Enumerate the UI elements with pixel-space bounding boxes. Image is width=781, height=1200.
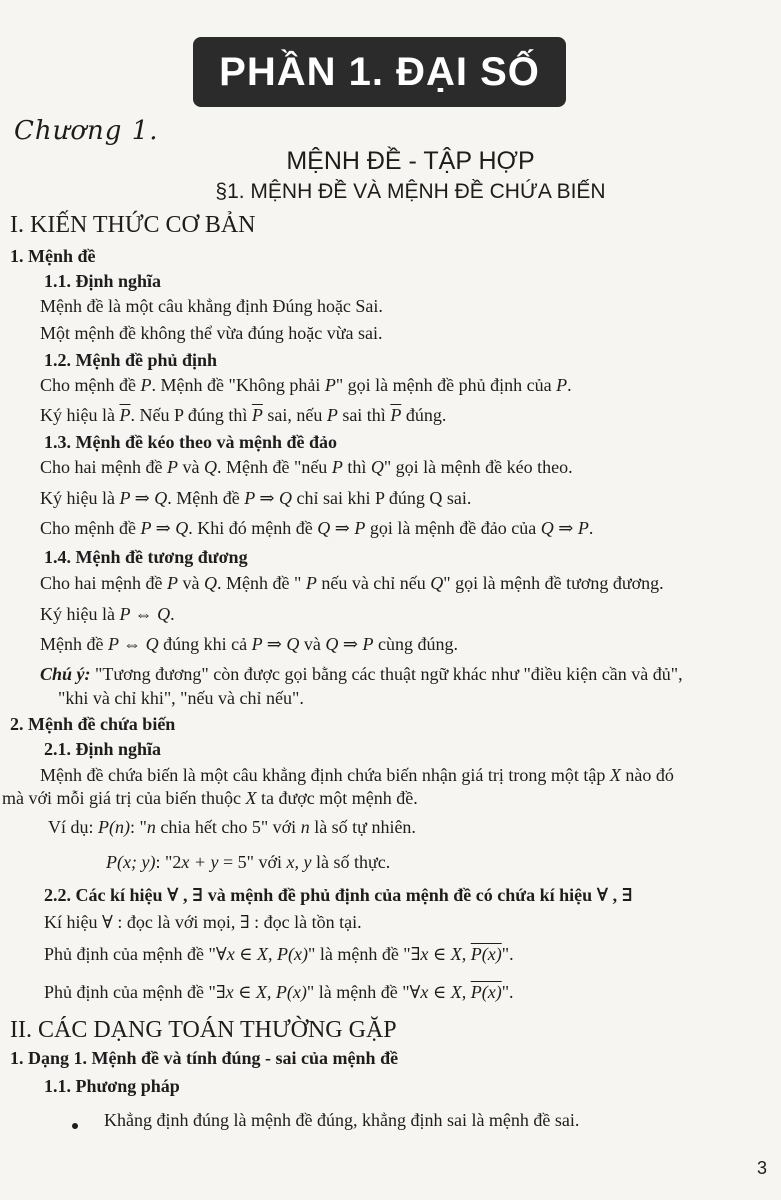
text: Cho mệnh đề — [40, 375, 141, 395]
math-P: P — [556, 375, 568, 395]
text: mà với mỗi giá trị của biến thuộc — [2, 788, 246, 808]
equivalence-line-2 — [40, 604, 175, 625]
math-P-bar: $\overline{P}$ — [251, 405, 263, 425]
text: và — [299, 634, 326, 654]
text: đúng. — [401, 405, 447, 425]
math-Q-implies-P: Q ⇒ P — [540, 518, 589, 538]
text: . Mệnh đề "Không phải — [151, 375, 325, 395]
math-Q: Q — [370, 457, 384, 477]
text: là số thực. — [311, 852, 391, 872]
text: . — [588, 518, 594, 538]
var-def-line-1 — [40, 765, 674, 786]
text: . — [567, 375, 572, 395]
text: Cho hai mệnh đề — [40, 457, 167, 477]
quantifier-line-1: Kí hiệu ∀ : đọc là với mọi, ∃ : đọc là tồn tại. — [44, 912, 362, 932]
text: chỉ sai khi P đúng Q sai. — [292, 488, 472, 508]
note-label: Chú ý: — [40, 664, 91, 684]
text: Ký hiệu là — [40, 488, 120, 508]
text: đúng khi cả — [158, 634, 252, 654]
math-P-bar: $\overline{P}$ — [390, 405, 402, 425]
text: và — [177, 573, 204, 593]
text: và — [177, 457, 204, 477]
math-Q: Q — [430, 573, 444, 593]
text: " gọi là mệnh đề kéo theo. — [383, 457, 573, 477]
math-Q: Q — [203, 457, 217, 477]
math-P-n: P(n) — [98, 817, 130, 837]
text: gọi là mệnh đề đảo của — [365, 518, 541, 538]
text: nào đó — [620, 765, 674, 785]
example-2 — [106, 852, 390, 873]
math-P: P — [140, 375, 152, 395]
text: Cho mệnh đề — [40, 518, 141, 538]
text: " gọi là mệnh đề phủ định của — [335, 375, 557, 395]
text: Ký hiệu là — [40, 604, 120, 624]
implication-line-2 — [40, 488, 471, 509]
bullet-icon — [72, 1123, 78, 1129]
math-P-iff-Q: P ⇔ Q — [119, 604, 171, 624]
part-title: PHẦN 1. ĐẠI SỐ — [219, 49, 540, 94]
text: "Tương đương" còn được gọi bằng các thuật ngữ khác như "điều kiện cần và đủ", — [90, 664, 683, 684]
heading-1-1: 1.1. Định nghĩa — [44, 271, 162, 291]
subsection-heading-mệnh-đề-chứa-biến: 2. Mệnh đề chứa biến — [10, 714, 176, 734]
subsection-heading-mệnh-đề: 1. Mệnh đề — [10, 246, 96, 266]
text: : "2 — [155, 852, 182, 872]
math-xy: x, y — [286, 852, 312, 872]
math-Px-bar: P(x) — [470, 944, 502, 964]
quantifier-line-3 — [44, 982, 514, 1003]
text: cùng đúng. — [373, 634, 458, 654]
heading-2-1: 2.1. Định nghĩa — [44, 739, 162, 759]
text: . Mệnh đề " — [216, 573, 306, 593]
text: Mệnh đề — [40, 634, 108, 654]
text: " gọi là mệnh đề tương đương. — [443, 573, 664, 593]
math-Q-implies-P: Q ⇒ P — [325, 634, 374, 654]
math-P-implies-Q: P ⇒ Q — [140, 518, 189, 538]
text: Phủ định của mệnh đề " — [44, 982, 216, 1002]
math-P: P — [331, 457, 343, 477]
text: Ví dụ: — [48, 817, 99, 837]
math-forall-prefix: ∀x ∈ X, — [409, 982, 471, 1002]
math-X: X — [245, 788, 257, 808]
text: " là mệnh đề " — [307, 944, 411, 964]
math-expr: x + y — [181, 852, 219, 872]
text: Mệnh đề chứa biến là một câu khẳng định chứa biến nhận giá trị trong một tập — [40, 765, 610, 785]
math-P-implies-Q: P ⇒ Q — [251, 634, 300, 654]
math-P-bar: $\overline{P}$ — [119, 405, 131, 425]
chapter-label: Chương 1. — [14, 116, 159, 146]
subsection-heading-dạng-1: 1. Dạng 1. Mệnh đề và tính đúng - sai của mệnh đề — [10, 1048, 399, 1068]
text: chia hết cho 5" với — [155, 817, 301, 837]
text: ". — [501, 944, 514, 964]
text: Phủ định của mệnh đề " — [44, 944, 216, 964]
equivalence-line-1 — [40, 573, 664, 594]
math-Px-bar: P(x) — [470, 982, 502, 1002]
math-P: P — [305, 573, 317, 593]
heading-1-3: 1.3. Mệnh đề kéo theo và mệnh đề đảo — [44, 432, 338, 452]
math-P: P — [326, 405, 338, 425]
text: . Mệnh đề "nếu — [216, 457, 332, 477]
math-P: P — [166, 457, 178, 477]
math-P: P — [324, 375, 336, 395]
math-n: n — [146, 817, 156, 837]
math-Q-implies-P: Q ⇒ P — [317, 518, 366, 538]
text: . Nếu P đúng thì — [130, 405, 252, 425]
heading-2-2: 2.2. Các kí hiệu ∀ , ∃ và mệnh đề phủ định của mệnh đề có chứa kí hiệu ∀ , ∃ — [44, 885, 633, 905]
text: ". — [501, 982, 514, 1002]
text: . — [170, 604, 175, 624]
text: . Khi đó mệnh đề — [188, 518, 318, 538]
math-n: n — [300, 817, 310, 837]
text: ta được một mệnh đề. — [256, 788, 418, 808]
math-P-xy: P(x; y) — [106, 852, 156, 872]
note-line-2: "khi và chỉ khi", "nếu và chỉ nếu". — [58, 688, 304, 708]
math-P: P — [166, 573, 178, 593]
lesson-title: MỆNH ĐỀ - TẬP HỢP — [286, 147, 535, 175]
negation-line-1 — [40, 375, 572, 396]
equivalence-line-3 — [40, 634, 458, 655]
math-X: X — [609, 765, 621, 785]
def-line-2: Một mệnh đề không thể vừa đúng hoặc vừa sai. — [40, 323, 383, 343]
math-Q: Q — [203, 573, 217, 593]
text: = 5" với — [218, 852, 287, 872]
section-heading-2: II. CÁC DẠNG TOÁN THƯỜNG GẶP — [10, 1017, 397, 1043]
text: sai thì — [337, 405, 391, 425]
text: sai, nếu — [262, 405, 327, 425]
math-P-iff-Q: P ⇔ Q — [107, 634, 159, 654]
method-bullet-text: Khẳng định đúng là mệnh đề đúng, khẳng định sai là mệnh đề sai. — [104, 1110, 580, 1130]
implication-line-3 — [40, 518, 593, 539]
math-forall-expr: ∀x ∈ X, P(x) — [215, 944, 308, 964]
text: thì — [342, 457, 371, 477]
example-1 — [48, 817, 416, 838]
page-number: 3 — [756, 1158, 767, 1178]
heading-1-4: 1.4. Mệnh đề tương đương — [44, 547, 248, 567]
text: : " — [130, 817, 147, 837]
implication-line-1 — [40, 457, 573, 478]
text: nếu và chỉ nếu — [316, 573, 431, 593]
heading-1-2: 1.2. Mệnh đề phủ định — [44, 350, 218, 370]
text: Cho hai mệnh đề — [40, 573, 167, 593]
section-heading-1: I. KIẾN THỨC CƠ BẢN — [10, 212, 256, 238]
var-def-line-2 — [2, 788, 418, 809]
text: " là mệnh đề " — [306, 982, 410, 1002]
math-P-implies-Q: P ⇒ Q — [119, 488, 168, 508]
part-banner — [193, 37, 566, 107]
negation-line-2 — [40, 405, 446, 426]
note-line-1 — [40, 664, 683, 685]
math-exists-prefix: ∃x ∈ X, — [410, 944, 471, 964]
quantifier-line-2 — [44, 944, 514, 965]
def-line-1: Mệnh đề là một câu khẳng định Đúng hoặc Sai. — [40, 296, 383, 316]
lesson-subtitle: §1. MỆNH ĐỀ VÀ MỆNH ĐỀ CHỨA BIẾN — [215, 180, 606, 203]
math-exists-expr: ∃x ∈ X, P(x) — [215, 982, 307, 1002]
math-P-implies-Q: P ⇒ Q — [244, 488, 292, 508]
heading-method: 1.1. Phương pháp — [44, 1076, 180, 1096]
text: là số tự nhiên. — [309, 817, 416, 837]
text: Ký hiệu là — [40, 405, 120, 425]
text: . Mệnh đề — [167, 488, 245, 508]
